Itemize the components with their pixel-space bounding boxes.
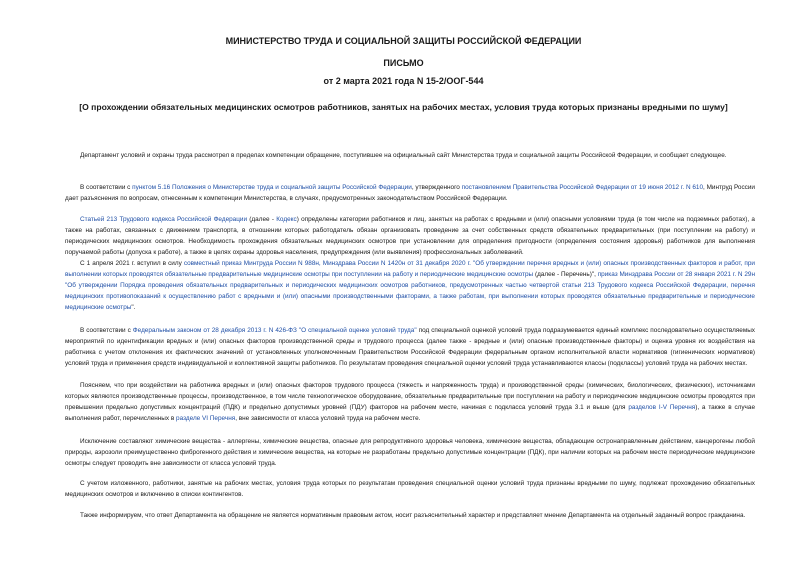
paragraph-text: В соответствии с [80,184,133,192]
paragraph-intro: Департамент условий и охраны труда рассмотрел в пределах компетенции обращение, поступившее на официальный сайт Министерства труда и социальной защиты Российской Федерации, и сообщает следующее. [80,152,727,160]
paragraph-orders [65,258,755,313]
paragraph-text: , Минтруд России дает разъяснения по вопросам, отнесенным к компетенции Министерства, в случаях, предусмотренных законодательством Российской Федерации. [65,184,756,203]
paragraph-disclaimer: Также информируем, что ответ Департамента на обращение не является нормативным правовым актом, носит разъяснительный характер и представляет мнение Департамента на отдельный заданный вопрос гражданина. [80,512,746,520]
paragraph-text: (далее - [247,216,277,224]
paragraph-text: ) определены категории работников и лиц, занятых на работах с вредными и (или) опасными условиями труда (в том числе на подземных работах), а также на работах, связанных с движением транспорта, в отношении которых работодатель обязан организовать проведение за счет собственных средств обязательных предварительных (при поступлении на работу) и периодических медицинских осмотров. Необходимость прохождения обязательных медицинских осмотров при установлении для определения пригодности (определения состояния здоровья) работников для выполнения поручаемой работы (допуска к работе), а также в целях охраны здоровья населения, предупреждения (или выявления) профессиональных заболеваний. [65,216,755,257]
code-link[interactable]: Кодекс [276,216,297,224]
paragraph-exceptions: Исключение составляют химические вещества - аллергены, химические вещества, опасные для репродуктивного здоровья человека, химические вещества, обладающие остронаправленным действием, канцерогены любой природы, аэрозоли преимущественно фиброгенного действия и химические вещества, на которые не разработаны предельно допустимые концентрации (ПДК), при наличии которых на рабочем месте периодические медицинские осмотры следует проводить вне зависимости от класса условий труда. [65,438,755,468]
paragraph-text: В соответствии с [80,327,133,335]
federal-law-link[interactable]: Федеральным законом от 28 декабря 2013 г. N 426-ФЗ "О специальной оценке условий труда" [132,327,417,335]
paragraph-conclusion: С учетом изложенного, работники, занятые на рабочих местах, условия труда которых по результатам проведения специальной оценки условий труда признаны вредными по шуму, подлежат прохождению обязательных медицинских осмотров и включению в списки контингентов. [65,480,755,499]
ministry-title: МИНИСТЕРСТВО ТРУДА И СОЦИАЛЬНОЙ ЗАЩИТЫ РОССИЙСКОЙ ФЕДЕРАЦИИ [225,36,582,46]
labor-code-article-link[interactable]: Статьей 213 Трудового кодекса Российской Федерации [80,216,248,224]
paragraph-explanation [65,380,755,424]
paragraph-text: (далее - Перечень)", [533,271,598,279]
paragraph-article-213 [65,214,755,258]
paragraph-text: под специальной оценкой условий труда подразумевается единый комплекс последовательно осуществляемых мероприятий по идентификации вредных и (или) опасных факторов производственной среды и трудового процесса (далее также - вредные и (или) опасные производственные факторы) и оценка уровня их воздействия на работника с учетом отклонения их фактических значений от установленных уполномоченным Правительством Российской Федерации федеральным органом исполнительной власти нормативов (гигиенических нормативов) условий труда и применения средств индивидуальной и коллективной защиты работников. По результатам проведения специальной оценки условий труда устанавливаются классы (подклассы) условий труда на рабочих местах. [65,327,755,368]
regulation-link[interactable]: пунктом 5.16 Положения о Министерстве труда и социальной защиты Российской Федерации [132,184,412,192]
health-ministry-order-link[interactable]: приказ Минздрава России от 28 января 2021 г. N 29н "Об утверждении Порядка проведения обязательных предварительных и периодических медицинских осмотров работников, предусмотренных частью четвертой статьи 213 Трудового кодекса Российской Федерации, перечня медицинских противопоказаний к осуществлению работ с вредными и (или) опасными производственными факторами, а также работам, при выполнении которых проводятся обязательные предварительные и периодические медицинские осмотры [65,271,755,312]
paragraph-legal-basis [65,182,755,204]
sections-i-v-link[interactable]: разделов I-V Перечня [628,404,696,412]
joint-order-link[interactable]: совместный приказ Минтруда России N 988н, Минздрава России N 1420н от 31 декабря 2020 г. "Об утверждении перечня вредных и (или) опасных производственных факторов и работ, при выполнении которых проводятся обязательные предварительные медицинские осмотры при поступлении на работу и периодические медицинские осмотры [65,260,755,279]
section-vi-link[interactable]: разделе VI Перечня [176,415,236,423]
paragraph-text: Поясняем, что при воздействии на работника вредных и (или) опасных факторов трудового процесса (тяжесть и напряженность труда) и производственной среды (химических, биологических, физических), источниками которых являются производственные процессы, производственное, в том числе технологическое оборудование, обязательные предварительные при поступлении на работу и периодические медицинские осмотры проводятся при превышении предельно допустимых концентраций (ПДК) и предельно допустимых уровней (ПДУ) факторов на рабочем месте, начиная с подкласса условий труда 3.1 и выше (для [65,382,755,412]
paragraph-text: , утвержденного [411,184,462,192]
paragraph-text: ), а также в случае выполнения работ, перечисленных в [65,404,755,423]
paragraph-text: С 1 апреля 2021 г. вступил в силу [80,260,184,268]
paragraph-text: , вне зависимости от класса условий труда на рабочем месте. [235,415,421,423]
document-type: ПИСЬМО [383,58,424,68]
paragraph-text: ". [131,304,136,312]
document-number: от 2 марта 2021 года N 15-2/ООГ-544 [323,76,484,86]
government-decree-link[interactable]: постановлением Правительства Российской Федерации от 19 июня 2012 г. N 610 [461,184,704,192]
document-subject: [О прохождении обязательных медицинских осмотров работников, занятых на рабочих местах, условия труда которых признаны вредными по шуму] [79,102,728,112]
paragraph-special-assessment [65,325,755,369]
